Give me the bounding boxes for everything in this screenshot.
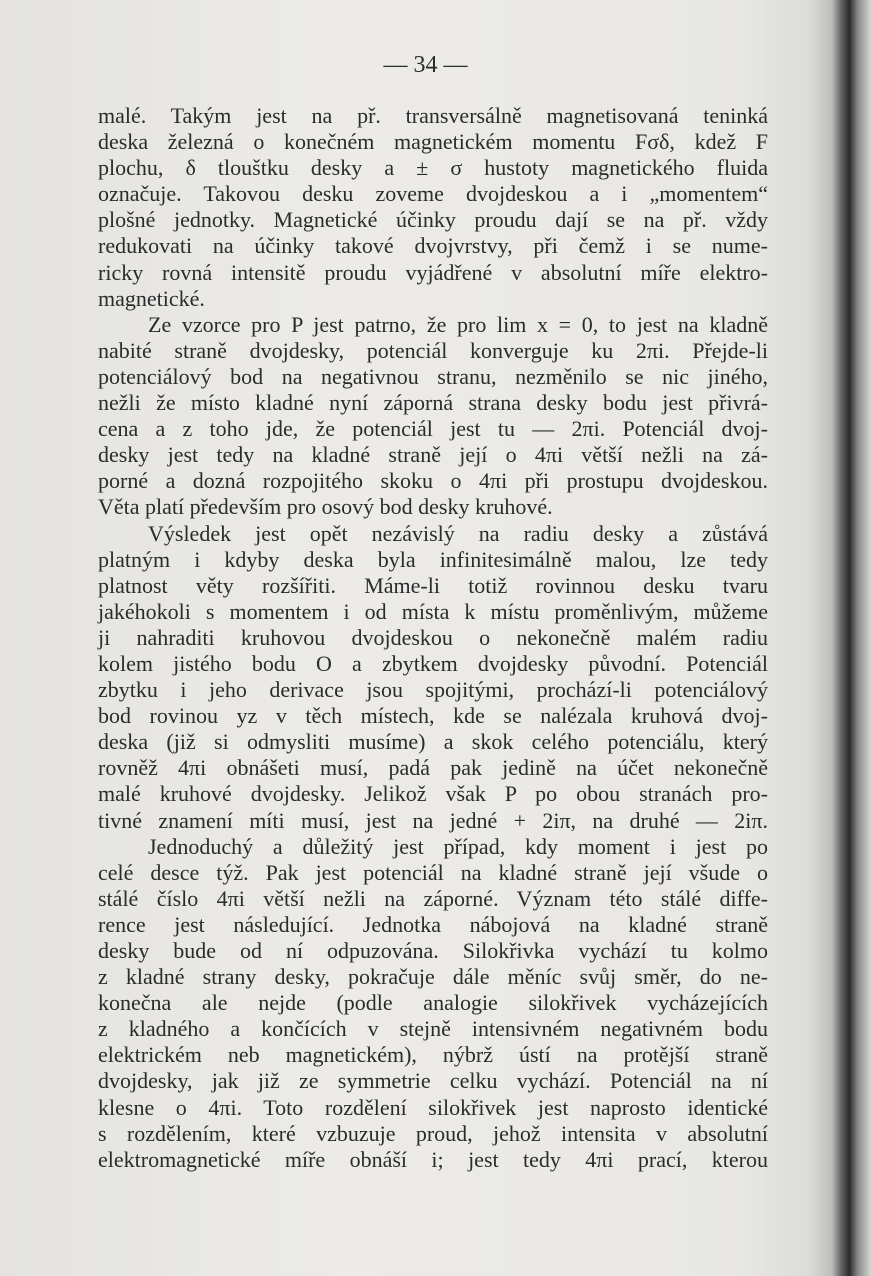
text-line: deska (již si odmysliti musíme) a skok celého potenciálu, který bbox=[98, 729, 768, 755]
text-line: elektrickém neb magnetickém), nýbrž ústí na protější straně bbox=[98, 1042, 768, 1068]
text-line: magnetické. bbox=[98, 285, 205, 311]
text-line: plošné jednotky. Magnetické účinky proudu dají se na př. vždy bbox=[98, 207, 768, 233]
text-line: platným i kdyby deska byla infinitesimálně malou, lze tedy bbox=[98, 546, 768, 572]
text-line: dvojdesky, jak již ze symmetrie celku vychází. Potenciál na ní bbox=[98, 1068, 768, 1094]
text-line: rovněž 4πi obnášeti musí, padá pak jedině na účet nekonečně bbox=[98, 755, 768, 781]
text-line: zbytku i jeho derivace jsou spojitými, prochází-li potenciálový bbox=[98, 677, 768, 703]
text-line: s rozdělením, které vzbuzuje proud, jehož intensita v absolutní bbox=[98, 1120, 768, 1146]
text-line: malé kruhové dvojdesky. Jelikož však P po obou stranách pro- bbox=[98, 781, 768, 807]
text-line: klesne o 4πi. Toto rozdělení silokřivek jest naprosto identické bbox=[98, 1094, 768, 1120]
page-number-text: — 34 — bbox=[383, 52, 468, 78]
text-line: tivné znamení míti musí, jest na jedné + 2iπ, na druhé — 2iπ. bbox=[98, 807, 768, 833]
text-line: desky jest tedy na kladné straně její o 4πi větší nežli na zá- bbox=[98, 442, 768, 468]
text-line: redukovati na účinky takové dvojvrstvy, při čemž i se nume- bbox=[98, 233, 768, 259]
text-line: z kladného a končících v stejně intensivném negativném bodu bbox=[98, 1016, 768, 1042]
text-line: Věta platí především pro osový bod desky kruhové. bbox=[98, 494, 553, 520]
text-line: elektromagnetické míře obnáší i; jest tedy 4πi prací, kterou bbox=[98, 1146, 768, 1172]
text-line: ricky rovná intensitě proudu vyjádřené v absolutní míře elektro- bbox=[98, 259, 768, 285]
text-line: potenciálový bod na negativnou stranu, nezměnilo se nic jiného, bbox=[98, 363, 768, 389]
text-line: konečna ale nejde (podle analogie silokřivek vycházejících bbox=[98, 990, 768, 1016]
text-line: Ze vzorce pro P jest patrno, že pro lim x = 0, to jest na kladně bbox=[148, 311, 768, 337]
text-line: ji nahraditi kruhovou dvojdeskou o nekonečně malém radiu bbox=[98, 624, 768, 650]
text-line: z kladné strany desky, pokračuje dále měníc svůj směr, do ne- bbox=[98, 964, 768, 990]
text-line: nežli že místo kladné nyní záporná strana desky bodu jest přivrá- bbox=[98, 390, 768, 416]
text-line: Výsledek jest opět nezávislý na radiu desky a zůstává bbox=[148, 520, 768, 546]
text-line: platnost věty rozšířiti. Máme-li totiž rovinnou desku tvaru bbox=[98, 572, 768, 598]
text-line: kolem jistého bodu O a zbytkem dvojdesky původní. Potenciál bbox=[98, 650, 768, 676]
page-number bbox=[0, 52, 871, 79]
text-line: jakéhokoli s momentem i od místa k místu proměnlivým, můžeme bbox=[98, 598, 768, 624]
text-line: porné a dozná rozpojitého skoku o 4πi při prostupu dvojdeskou. bbox=[98, 468, 768, 494]
text-line: deska železná o konečném magnetickém momentu Fσδ, kdež F bbox=[98, 129, 768, 155]
body-text bbox=[98, 103, 768, 1173]
text-line: bod rovinou yz v těch místech, kde se nalézala kruhová dvoj- bbox=[98, 703, 768, 729]
text-line: cena a z toho jde, že potenciál jest tu — 2πi. Potenciál dvoj- bbox=[98, 416, 768, 442]
text-line: nabité straně dvojdesky, potenciál konverguje ku 2πi. Přejde-li bbox=[98, 337, 768, 363]
text-line: označuje. Takovou desku zoveme dvojdeskou a i „momentem“ bbox=[98, 181, 768, 207]
text-line: rence jest následující. Jednotka nábojová na kladné straně bbox=[98, 911, 768, 937]
text-line: plochu, δ tlouštku desky a ± σ hustoty magnetického fluida bbox=[98, 155, 768, 181]
text-line: stálé číslo 4πi větší nežli na záporné. Význam této stálé diffe- bbox=[98, 885, 768, 911]
text-line: Jednoduchý a důležitý jest případ, kdy moment i jest po bbox=[148, 833, 768, 859]
text-line: celé desce týž. Pak jest potenciál na kladné straně její všude o bbox=[98, 859, 768, 885]
text-line: desky bude od ní odpuzována. Silokřivka vychází tu kolmo bbox=[98, 938, 768, 963]
text-line: malé. Takým jest na př. transversálně magnetisovaná teninká bbox=[98, 103, 768, 128]
